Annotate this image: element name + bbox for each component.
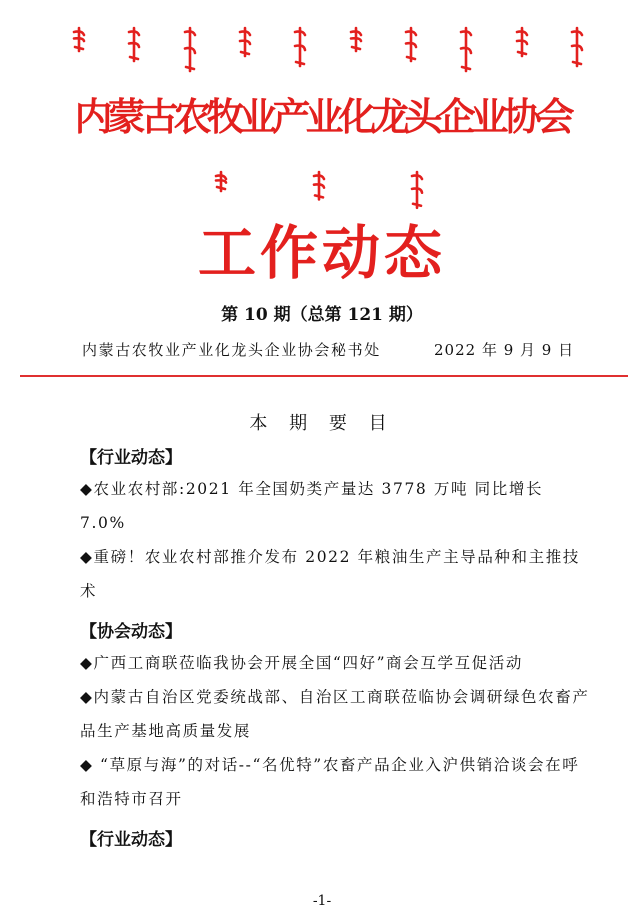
mongolian-glyph [236, 26, 254, 76]
page-number: -1- [312, 893, 332, 909]
mongolian-glyph [402, 26, 420, 76]
toc-heading: 本 期 要 目 [249, 413, 395, 434]
publisher: 内蒙古农牧业产业化龙头企业协会秘书处 [82, 341, 381, 359]
mongolian-title-script [70, 26, 586, 78]
toc-item[interactable]: ◆重磅！农业农村部推介发布 2022 年粮油生产主导品种和主推技术 [80, 548, 580, 600]
document-title: 内蒙古农牧业产业化龙头企业协会 [74, 94, 570, 139]
mongolian-glyph [181, 26, 199, 76]
document-subtitle: 工作动态 [197, 219, 446, 287]
mongolian-glyph [568, 26, 586, 76]
header-divider [20, 375, 628, 377]
toc-item[interactable]: ◆内蒙古自治区党委统战部、自治区工商联莅临协会调研绿色农畜产品生产基地高质量发展 [80, 688, 590, 740]
issue-number: 第 10 期（总第 121 期） [221, 305, 423, 325]
toc-item[interactable]: ◆农业农村部:2021 年全国奶类产量达 3778 万吨 同比增长 7.0% [80, 480, 544, 532]
mongolian-glyph [347, 26, 365, 76]
section-heading: 【行业动态】 [80, 448, 182, 468]
publish-date: 2022 年 9 月 9 日 [434, 341, 575, 359]
toc-list [80, 444, 590, 854]
section-heading: 【协会动态】 [80, 622, 182, 642]
mongolian-glyph [70, 26, 88, 76]
mongolian-glyph [457, 26, 475, 76]
mongolian-glyph [513, 26, 531, 76]
mongolian-glyph [291, 26, 309, 76]
section-heading: 【行业动态】 [80, 830, 182, 850]
toc-item[interactable]: ◆ “草原与海”的对话--“名优特”农畜产品企业入沪供销洽谈会在呼和浩特市召开 [80, 756, 580, 808]
mongolian-glyph [125, 26, 143, 76]
toc-item[interactable]: ◆广西工商联莅临我协会开展全国“四好”商会互学互促活动 [80, 654, 523, 672]
